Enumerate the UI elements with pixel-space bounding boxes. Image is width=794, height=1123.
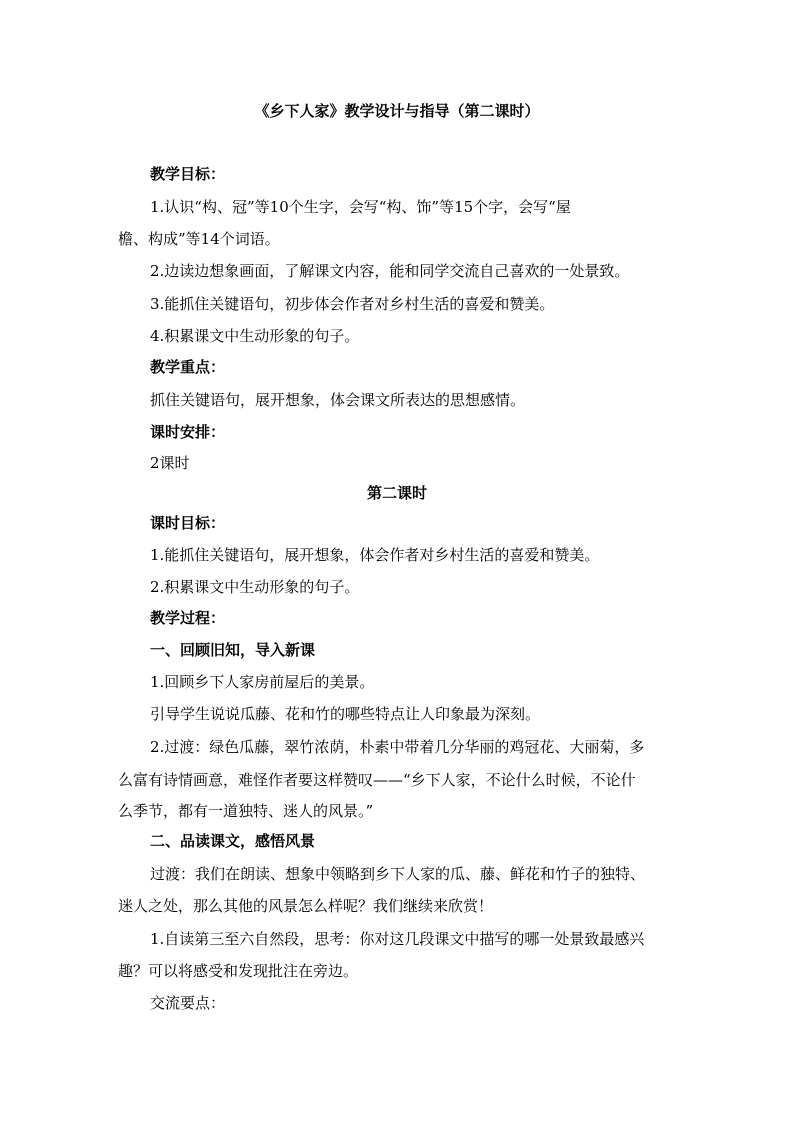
paragraph-line: 么富有诗情画意，难怪作者要这样赞叹——“乡下人家，不论什么时候，不论什: [118, 771, 636, 789]
section-heading: 教学目标：: [150, 165, 226, 183]
paragraph-line: 3.能抓住关键语句，初步体会作者对乡村生活的喜爱和赞美。: [150, 295, 555, 313]
paragraph-line: 檐、构成”等14个词语。: [118, 230, 280, 248]
paragraph-line: 引导学生说说瓜藤、花和竹的哪些特点让人印象最为深刻。: [150, 705, 541, 723]
section-heading: 教学过程：: [150, 609, 226, 627]
paragraph-line: 抓住关键语句，展开想象，体会课文所表达的思想感情。: [150, 391, 526, 409]
paragraph-line: 过渡：我们在朗读、想象中领略到乡下人家的瓜、藤、鲜花和竹子的独特、: [150, 865, 646, 883]
paragraph-line: 迷人之处，那么其他的风景怎么样呢？我们继续来欣赏！: [118, 897, 494, 915]
paragraph-line: 1.自读第三至六自然段，思考：你对这几段课文中描写的哪一处景致最感兴: [150, 930, 645, 948]
paragraph-line: 2.边读边想象画面，了解课文内容，能和同学交流自己喜欢的一处景致。: [150, 262, 630, 280]
paragraph-line: 1.回顾乡下人家房前屋后的美景。: [150, 673, 375, 691]
paragraph-line: 2.积累课文中生动形象的句子。: [150, 578, 360, 596]
paragraph-line: 1.能抓住关键语句，展开想象，体会作者对乡村生活的喜爱和赞美。: [150, 546, 600, 564]
paragraph-line: 么季节，都有一道独特、迷人的风景。”: [118, 802, 374, 820]
paragraph-line: 2课时: [150, 454, 190, 472]
paragraph-line: 4.积累课文中生动形象的句子。: [150, 327, 360, 345]
paragraph-line: 交流要点：: [150, 994, 226, 1012]
paragraph-line: 趣？可以将感受和发现批注在旁边。: [118, 962, 359, 980]
lesson-heading: 第二课时: [366, 484, 427, 502]
paragraph-line: 1.认识“构、冠”等10个生字，会写“构、饰”等15个字，会写“屋: [150, 198, 571, 216]
section-heading: 教学重点：: [150, 358, 226, 376]
paragraph-line: 2.过渡：绿色瓜藤，翠竹浓荫，朴素中带着几分华丽的鸡冠花、大丽菊，多: [150, 738, 645, 756]
section-heading: 二、品读课文，感悟风景: [150, 832, 316, 850]
section-heading: 一、回顾旧知，导入新课: [150, 641, 316, 659]
section-heading: 课时安排：: [150, 423, 226, 441]
document-title: 《乡下人家》教学设计与指导（第二课时）: [254, 102, 540, 120]
section-heading: 课时目标：: [150, 514, 226, 532]
